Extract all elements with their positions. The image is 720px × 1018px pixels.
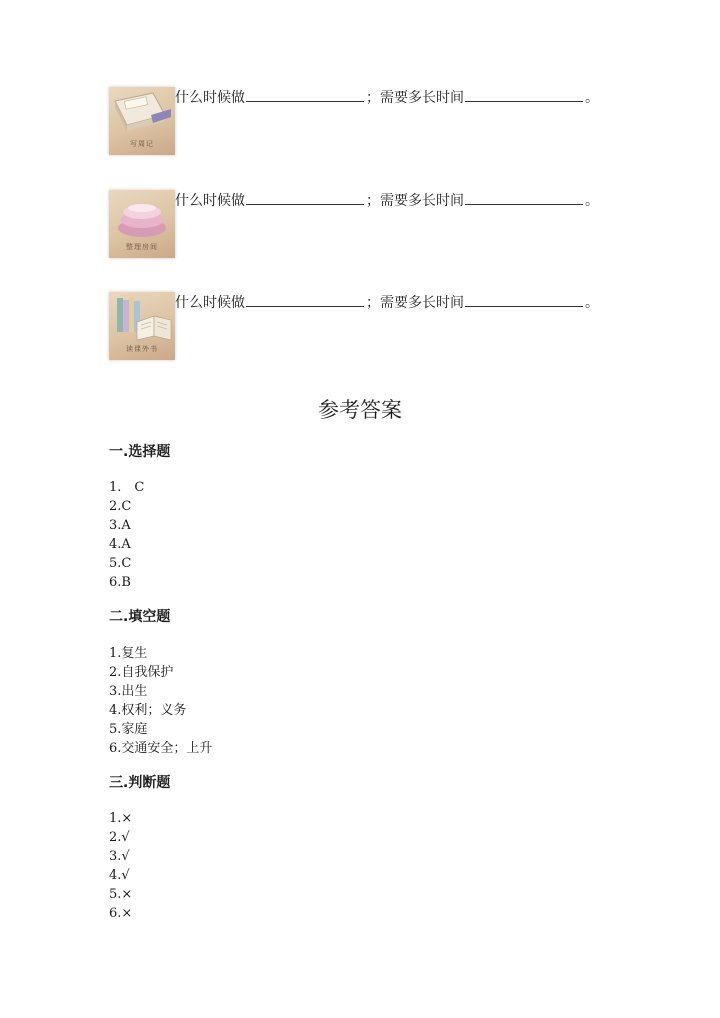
list-item: 5.家庭 bbox=[109, 722, 148, 737]
duration-blank[interactable] bbox=[465, 292, 583, 307]
book-notebook-icon: 写周记 bbox=[109, 87, 175, 155]
list-item: 6.B bbox=[109, 575, 131, 590]
section-heading: 三.判断题 bbox=[109, 775, 171, 791]
open-books-icon: 读课外书 bbox=[109, 292, 175, 360]
task-question: 什么时候做 ；需要多长时间 。 bbox=[175, 87, 599, 108]
section-heading: 二.填空题 bbox=[109, 609, 171, 625]
list-item: 2.自我保护 bbox=[109, 665, 174, 680]
answer-list bbox=[109, 809, 132, 923]
page-title: 参考答案 bbox=[318, 398, 402, 422]
list-item: 4.A bbox=[109, 537, 131, 552]
list-item: 4.√ bbox=[109, 868, 130, 883]
answer-list bbox=[109, 478, 144, 592]
list-item: 1.× bbox=[109, 811, 133, 826]
task-row bbox=[109, 292, 669, 360]
list-item: 6.× bbox=[109, 906, 133, 921]
duration-blank[interactable] bbox=[465, 190, 583, 205]
task-question: 什么时候做 ；需要多长时间 。 bbox=[175, 292, 599, 313]
answer-list bbox=[109, 644, 212, 758]
list-item: 5.× bbox=[109, 887, 133, 902]
list-item: 1. C bbox=[109, 480, 145, 495]
task-row bbox=[109, 190, 669, 258]
list-item: 2.√ bbox=[109, 830, 130, 845]
task-row bbox=[109, 87, 669, 155]
task-question: 什么时候做 ；需要多长时间 。 bbox=[175, 190, 599, 211]
list-item: 3.出生 bbox=[109, 684, 148, 699]
folded-clothes-icon: 整理房间 bbox=[109, 190, 175, 258]
when-blank[interactable] bbox=[246, 190, 364, 205]
list-item: 6.交通安全；上升 bbox=[109, 741, 213, 756]
when-blank[interactable] bbox=[246, 292, 364, 307]
list-item: 3.√ bbox=[109, 849, 130, 864]
when-blank[interactable] bbox=[246, 87, 364, 102]
section-heading: 一.选择题 bbox=[109, 444, 171, 460]
list-item: 5.C bbox=[109, 556, 132, 571]
list-item: 4.权利；义务 bbox=[109, 703, 187, 718]
list-item: 2.C bbox=[109, 499, 132, 514]
duration-blank[interactable] bbox=[465, 87, 583, 102]
list-item: 1.复生 bbox=[109, 646, 148, 661]
list-item: 3.A bbox=[109, 518, 131, 533]
